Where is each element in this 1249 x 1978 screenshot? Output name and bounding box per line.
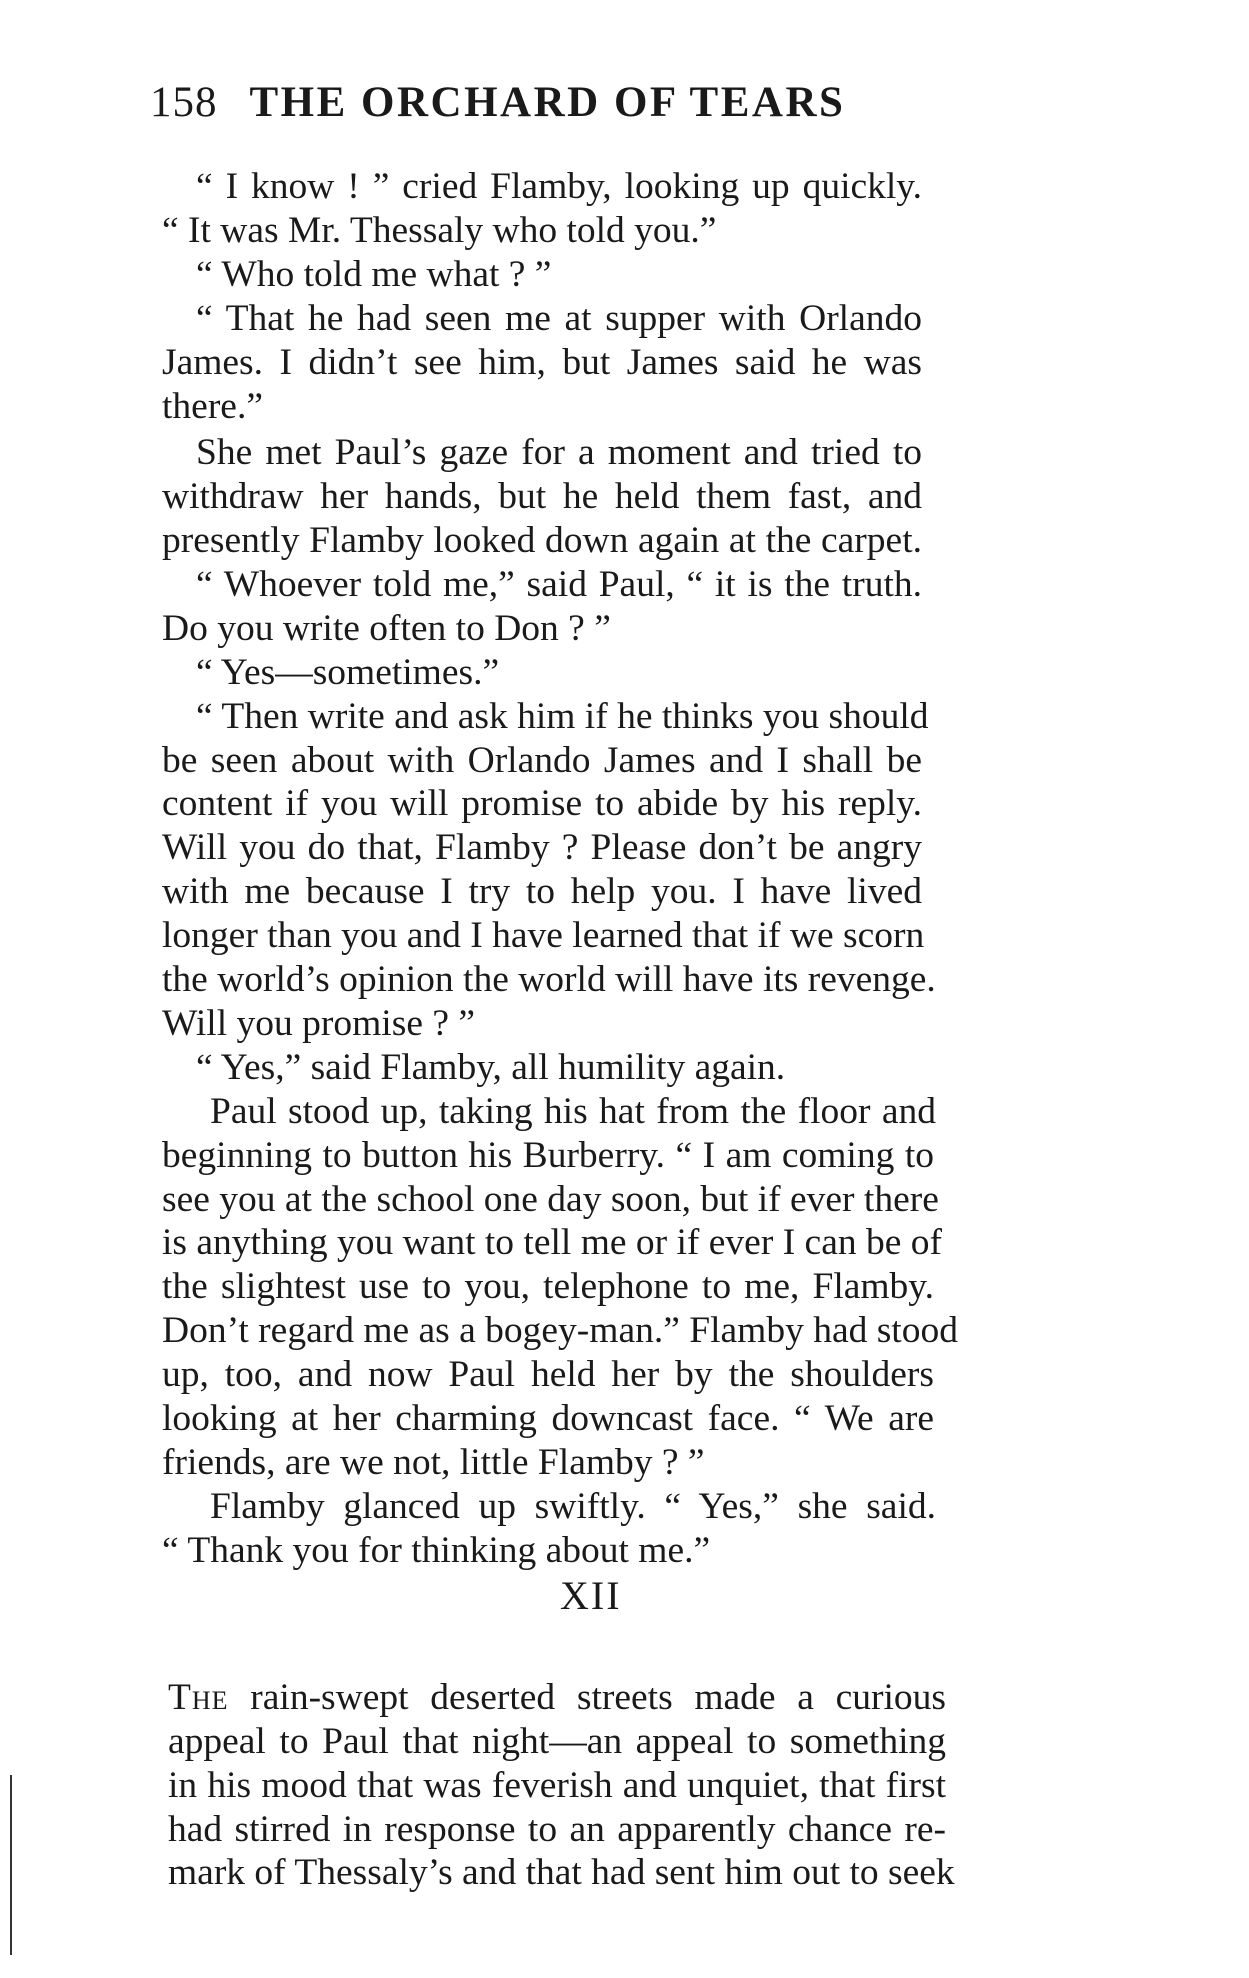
text-line: Will you do that, Flamby ? Please don’t be angry [162, 827, 922, 868]
text-line: Don’t regard me as a bogey-man.” Flamby had stood [162, 1310, 958, 1351]
text-line: James. I didn’t see him, but James said he was [162, 342, 922, 383]
text-line: “ Then write and ask him if he thinks you should [196, 696, 929, 737]
text-line: She met Paul’s gaze for a moment and tried to [196, 432, 922, 473]
text-line: “ That he had seen me at supper with Orlando [196, 298, 922, 339]
text-line: in his mood that was feverish and unquiet, that first [168, 1765, 946, 1806]
text-line: “ Thank you for thinking about me.” [162, 1530, 711, 1571]
text-line: “ Yes,” said Flamby, all humility again. [196, 1047, 786, 1088]
text-line: “ Who told me what ? ” [196, 254, 552, 295]
text-line: is anything you want to tell me or if ever I can be of [162, 1222, 942, 1263]
text-line: see you at the school one day soon, but if ever there [162, 1179, 939, 1220]
page-number: 158 [150, 79, 218, 126]
text-line: friends, are we not, little Flamby ? ” [162, 1442, 705, 1483]
text-line: Paul stood up, taking his hat from the floor and [210, 1091, 936, 1132]
chapter-heading: XII [560, 1573, 622, 1618]
chapter-first-line [168, 1676, 946, 1720]
text-line: looking at her charming downcast face. “ We are [162, 1398, 934, 1439]
text-line: be seen about with Orlando James and I shall be [162, 740, 922, 781]
text-line: presently Flamby looked down again at the carpet. [162, 520, 922, 561]
text-line: the world’s opinion the world will have its revenge. [162, 959, 936, 1000]
drop-word: The [168, 1677, 229, 1718]
text-line: “ Yes—sometimes.” [196, 652, 500, 693]
text-line: “ It was Mr. Thessaly who told you.” [162, 210, 717, 251]
text-line: appeal to Paul that night—an appeal to something [168, 1721, 946, 1762]
text-line: Flamby glanced up swiftly. “ Yes,” she said. [210, 1486, 936, 1527]
running-head [150, 78, 1050, 138]
scan-margin-mark [10, 1775, 12, 1955]
text-line: Do you write often to Don ? ” [162, 608, 611, 649]
text-line: withdraw her hands, but he held them fast, and [162, 476, 922, 517]
text-line: there.” [162, 386, 263, 427]
text-line: with me because I try to help you. I have lived [162, 871, 922, 912]
text-line: beginning to button his Burberry. “ I am coming to [162, 1135, 934, 1176]
text-line: content if you will promise to abide by his reply. [162, 783, 922, 824]
text-line: up, too, and now Paul held her by the shoulders [162, 1354, 934, 1395]
text-line: the slightest use to you, telephone to me, Flamby. [162, 1266, 934, 1307]
text-line: longer than you and I have learned that if we scorn [162, 915, 925, 956]
text-line: Will you promise ? ” [162, 1003, 476, 1044]
first-line-text: rain-swept deserted streets made a curious [228, 1677, 946, 1718]
text-line: “ I know ! ” cried Flamby, looking up quickly. [196, 166, 922, 207]
text-line: mark of Thessaly’s and that had sent him out to seek [168, 1852, 955, 1893]
text-line: had stirred in response to an apparently chance re- [168, 1809, 946, 1850]
text-line: “ Whoever told me,” said Paul, “ it is the truth. [196, 564, 922, 605]
running-title: THE ORCHARD OF TEARS [249, 79, 846, 126]
